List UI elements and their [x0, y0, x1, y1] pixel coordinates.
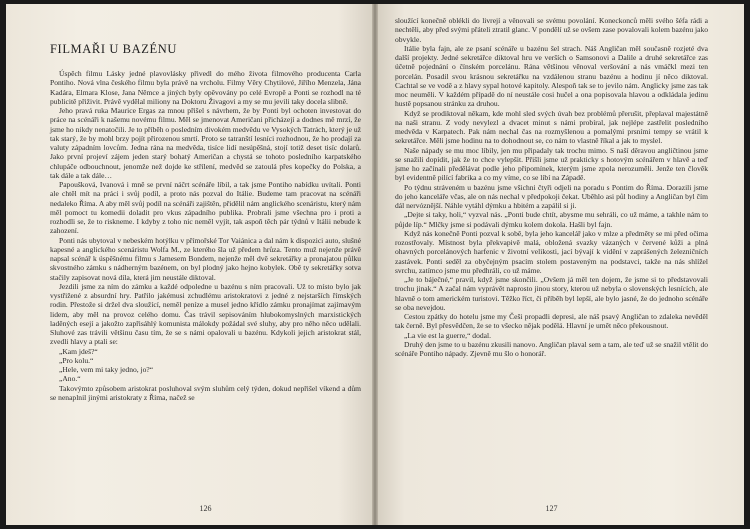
paragraph: „Je to báječné,“ pravil, když jsme skončili. „Ovšem já měl ten dojem, že jsme si to představovali trochu jinak.“ A začal nám vyprávět naprosto jinou story, kterou už nebyla o slovenských lesnících, ale hlavně o tom americkém turistovi. Těžko říct, či příběh byl lepší, ale bylo jasné, že do jednoho scénáře se oba nevejdou.: [395, 275, 708, 312]
paragraph: Když nás konečně Ponti pozval k sobě, byla jeho kancelář jako v mlze a předměty se mi před očima rozostřovaly. Místnost byla překvapivě malá, obložená svazky vázaných v červené kůži a plná ohavných porcelánových harfenic v životní velikosti, jací bývají k vidění v zaprášených železničních zastávek. Ponti seděl za obyčejným psacím stolem postaveným na podstavci, takže na nás shlížel svrchu, zatímco jsme mu předhráli, co už máme.: [395, 228, 708, 275]
page-number-left: 126: [199, 504, 212, 513]
paragraph: Po týdnu stráveném u bazénu jsme všichni čtyři odjeli na poradu s Pontim do Říma. Dorazili jsme do jeho kanceláře včas, ale on nás nechal v předpokoji čekat. Uběhlo asi půl hodiny a Angličan byl čím dál nervóznější. Náhle vytáhl dýmku a hbitém a zapálil si ji.: [395, 182, 708, 210]
chapter-title: FILMAŘI U BAZÉNU: [50, 42, 177, 56]
paragraph: Takovýmto způsobem aristokrat posluhoval svým sluhům celý týden, dokud nepřišel víkend a dům se nenaplnil jinými aristokraty z Říma, načež se: [50, 383, 361, 402]
dialog-line: „La vie est la guerre,“ dodal.: [404, 330, 491, 340]
left-page: [6, 4, 375, 525]
paragraph: Cestou zpátky do hotelu jsme my Češi propadli depresi, ale náš psavý Angličan to zdaleka nevěděl tak černě. Byl přesvědčen, že se to všecko nějak podělá. Hlavní je umět něco překousnout.: [395, 312, 708, 331]
dialog-line: „Hele, vem mi taky jedno, jo?“: [59, 365, 154, 374]
paragraph: sloužící konečně oblékli do livrejí a věnovali se svému povolání. Koneckonců měli svého šéfa rádi a nechtěli, aby před svými přáteli ztratil glanc. V pondělí už se ovšem zase povalovali kolem bazénu jako obvykle.: [395, 16, 708, 44]
dialog-line: „Ano.“: [59, 374, 81, 384]
paragraph: Úspěch filmu Lásky jedné plavovlásky přivedl do mého života filmového producenta Carla Pontiho. Nová vlna českého filmu byla právě na vrcholu. Filmy Věry Chytilové, Jiřího Menzela, Jána Kadára, Elmara Klose, Jana Němce a jiných byly opěvovány po celé Evropě a Ponti se rozhodl na té publicitě přiživit. Právě vydělal miliony na Doktoru Živagovi a my se mu jevili taky docela slibně.: [50, 69, 361, 106]
dialog-line: „Kam jdeš?“: [59, 346, 98, 356]
paragraph: Ponti nás ubytoval v nebeském hotýlku v přímořské Tor Vaiánica a dal nám k dispozici auto, slušné kapesné a anglického scenáristu Wolfa M., ze kterého šla už předem hrůza. Tento muž nejenže právě napsal scénář k úspěšnému filmu s Jamesem Bondem, nejenže měl dvě sekretářky a pronajatou půlku skvostného zámku s nádherným bazénem, on byl plodný jako hejno kobylek. Obě ty sekretářky sotva stačily zapisovat nová díla, která jim neustále diktoval.: [50, 235, 361, 282]
right-page: [375, 4, 744, 525]
paragraph: Jeho pravá ruka Maurice Ergas za mnou přišel s návrhem, že by Ponti byl ochoten investovat do práce na scénáři k našemu novému filmu. Měl se jmenovat Američani přicházejí a dodnes mě mrzí, že jsme ho nikdy nenatočili. Je to příběh o posledním divokém medvědu ve Vysokých Tatrách, který je už tak starý, že by mohl brzy pojít přirozenou smrtí. Proto se tatranští lesníci rozhodnou, že ho prodají za valuty západním lovcům. Jedna rána na medvěda, tisíce lidí nesúpěšná, stojí totiž deset tisíc dolarů. Jako první projeví zájem jeden starý bohatý Američan a chystá se tohoto posledního karpatského chlupáče odbouchnout, jenomže než dojde ke střílení, medvěd se zatoulá přes kopečky do Polska, a tak dále a tak dále…: [50, 106, 361, 180]
left-page-text: [50, 69, 361, 402]
paragraph: Papoušková, Ivanová i mně se první náčrt scénáře líbil, a tak jsme Pontiho nabídku uvítali. Ponti ale chtěl mít na práci i svůj podíl, a proto nás pozval do Itálie. Budeme tam pracovat na scénáři nedaleko Říma. A aby měl svůj podíl na scénáři zajištěn, přidělil nám anglického scenáristu, který nám měl pomoct tu komedii doladit pro vkus západního publika. Probrali jsme všechna pro i proti a rozhodli se, že to riskneme. I kdyby z toho nic neměl vyjít, tak aspoň těch pár týdnů v Itálii nebude k zahození.: [50, 180, 361, 236]
paragraph: Druhý den jsme to u bazénu zkusili nanovo. Angličan plaval sem a tam, ale teď už se snažil vtělit do scénáře Pontiho nápady. Zjevně mu šlo o honorář.: [395, 339, 708, 358]
paragraph: Naše nápady se mu moc líbily, jen mu připadaly tak trochu mimo. S naší děravou angličtinou jsme se snažili dopídit, jak že to chce vylepšit. Přišli jsme už prakticky s hotovým scénářem v hlavě a teď jsme ho začínali předělávat podle jeho připomínek, kterým jsme zpola nerozuměli. Jenže ten člověk byl evidentně pilící fabrika a co my víme, co se líbí na Západě.: [395, 145, 708, 183]
paragraph: Itálie byla fajn, ale ze psaní scénáře u bazénu šel strach. Náš Angličan měl současně rozjeté dva další projekty. Jedné sekretářce diktoval hru ve verších o Samsonovi a Dalile a druhé sekretářce zas účetně pojednání o čínském porcelánu. Rána většinou věnoval veršování a nás vmáčkl mezi ten porcelán. Posadil svou krásnou sekretářku na vzdálenou stranu bazénu a hodinu jí něco diktoval. Cachtal se ve vodě a z hlavy sypal hotové kapitoly. Alespoň tak se to jevilo nám. Anglicky jsme zas tak moc neuměli. V každém případě do ní neustále cosi hučel a ona popisovala hlavou a odkládala jedinu hustě popsanou stránku za druhou.: [395, 43, 708, 109]
paragraph: Když se prodiktoval někam, kde mohl sled svých úvah bez problémů přerušit, přeplaval majestátně na naši stranu. Z vody nevylezl a dvacet minut s námi probíral, jak nejlépe zastřelit posledního medvěda v Karpatech. Pak nám nechal čas na rozmyšlenou a pomalými prsními tempy se vrátil k sekretářce. Měli jsme hodinu na to dohodnout se, co nám to vlastně říkal a jak to myslel.: [395, 108, 708, 146]
dialog-line: „Pro kolu.“: [59, 355, 94, 365]
page-number-right: 127: [545, 504, 558, 513]
book-spread: [6, 4, 744, 525]
right-page-text: [395, 16, 708, 358]
book-gutter: [372, 4, 378, 525]
paragraph: „Dejte si taky, holi,“ vyzval nás. „Ponti bude chtít, abysme mu sehráli, co už máme, a takhle nám to půjde líp.“ Mlčky jsme si podávali dýmku kolem dokola. Hašli byl fajn.: [395, 210, 708, 229]
paragraph: Jezdili jsme za ním do zámku a každé odpoledne u bazénu s ním pracovali. Už to místo bylo jak vystřižené z absurdní hry. Patřilo jakémusi zchudlému aristokratovi z jedné z nejstarších římských rodin. Přestože si držel dva sloužící, neměl peníze a musel jedno křídlo zámku pronajímat zajímavým lidem, aby měl na provoz celého domu. Čas trávil sepisováním hlubokomyslných marxistických laděných esejí a jakožto zapřisáhlý komunista málokdy požádal své sluhy, aby pro něho něco udělali. Sluhové zas trávili většinu času tím, že se s námi opalovali u bazénu. Kdykoli jejich aristokrat stál, zvedli hlavy a ptali se:: [50, 281, 361, 347]
